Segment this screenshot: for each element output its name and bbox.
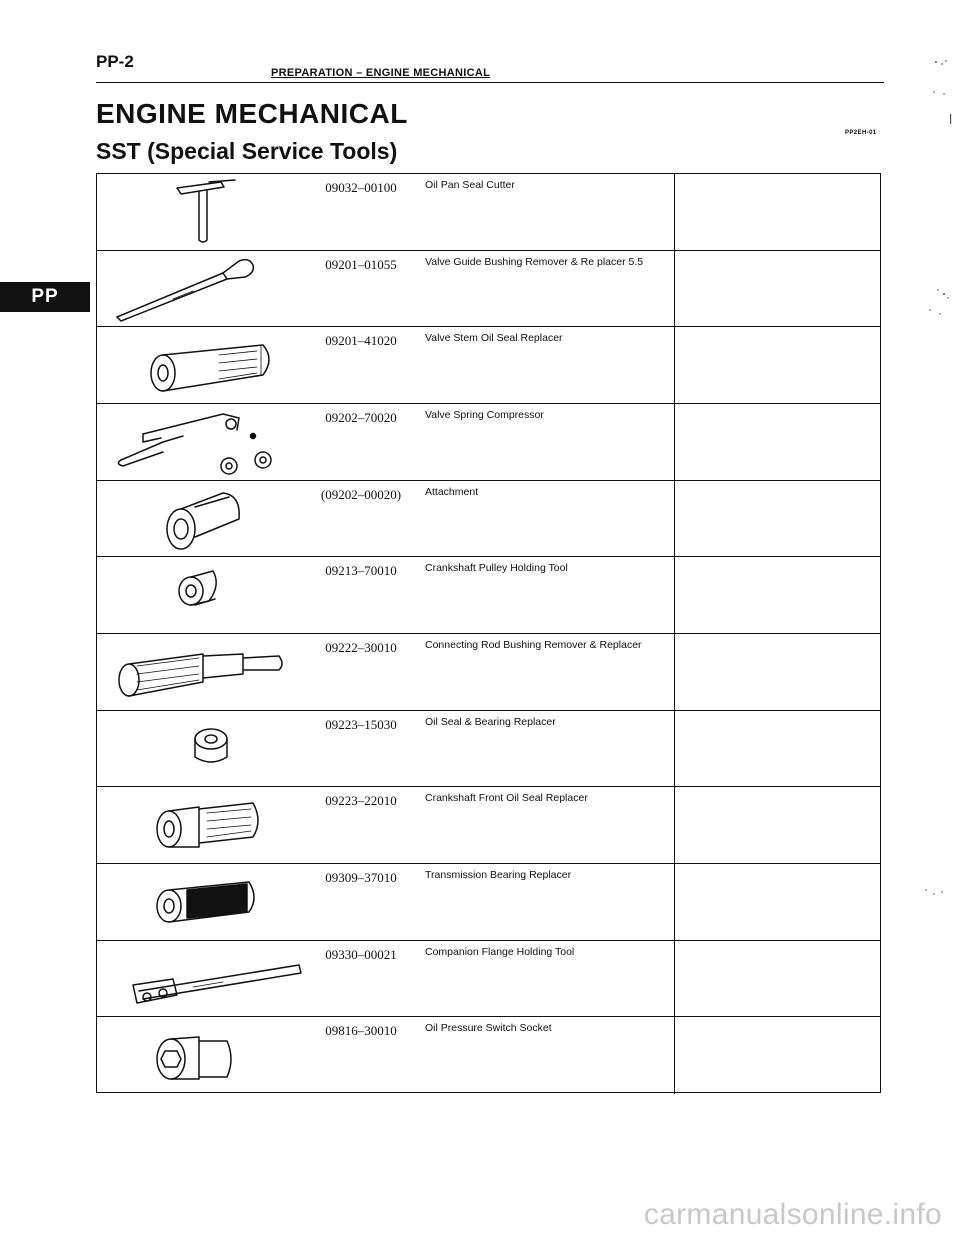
bearing-replacer-icon (103, 715, 303, 783)
figure-code: PP2EH-01 (845, 130, 877, 136)
tool-name: Connecting Rod Bushing Remover & Replacer (425, 638, 642, 651)
flange-holding-tool-icon (103, 945, 303, 1013)
column-divider (674, 787, 675, 863)
table-row (97, 557, 880, 634)
part-number: 09213–70010 (325, 563, 397, 579)
part-number: 09201–41020 (325, 333, 397, 349)
table-row (97, 941, 880, 1018)
table-row (97, 634, 880, 711)
tool-name: Oil Pan Seal Cutter (425, 179, 515, 191)
tool-name: Companion Flange Holding Tool (425, 945, 575, 958)
table-row (97, 174, 880, 251)
source-watermark: carmanualsonline.info (643, 1198, 942, 1231)
tool-name: Transmission Bearing Replacer (425, 868, 572, 881)
sst-table (96, 173, 881, 1093)
oil-pan-seal-cutter-icon (103, 178, 303, 246)
tool-name: Oil Pressure Switch Socket (425, 1022, 552, 1035)
column-divider (674, 404, 675, 480)
section-subtitle: SST (Special Service Tools) (96, 138, 398, 164)
column-divider (674, 557, 675, 633)
tool-name: Crankshaft Front Oil Seal Replacer (425, 792, 588, 805)
column-divider (674, 864, 675, 940)
running-header (96, 68, 884, 83)
transmission-bearing-replacer-icon (103, 868, 303, 936)
section-tab: PP (0, 282, 90, 312)
column-divider (674, 1017, 675, 1094)
seal-replacer-icon (103, 331, 303, 399)
table-row (97, 1017, 880, 1094)
column-divider (674, 251, 675, 327)
part-number: 09309–37010 (325, 869, 397, 885)
scan-specks (916, 58, 956, 958)
column-divider (674, 481, 675, 557)
column-divider (674, 634, 675, 710)
part-number: 09223–22010 (325, 793, 397, 809)
part-number: 09223–15030 (325, 716, 397, 732)
part-number: 09032–00100 (325, 180, 397, 195)
column-divider (674, 711, 675, 787)
part-number: 09330–00021 (325, 946, 397, 962)
column-divider (674, 327, 675, 403)
rod-bushing-tool-icon (103, 638, 303, 706)
part-number: 09222–30010 (325, 639, 397, 655)
table-row (97, 711, 880, 788)
part-number: (09202–00020) (320, 486, 402, 502)
socket-icon (103, 1021, 303, 1089)
pulley-holding-tool-icon (103, 561, 303, 629)
column-divider (674, 174, 675, 250)
table-row (97, 327, 880, 404)
page-code: PP-2 (96, 52, 134, 71)
tool-name: Crankshaft Pulley Holding Tool (425, 562, 568, 575)
front-seal-replacer-icon (103, 791, 303, 859)
section-title: ENGINE MECHANICAL (96, 98, 408, 129)
tool-name: Attachment (425, 485, 479, 498)
part-number: 09201–01055 (325, 256, 397, 272)
part-number: 09202–70020 (325, 409, 397, 425)
bushing-remover-icon (103, 255, 303, 323)
running-header-title: PREPARATION – ENGINE MECHANICAL (271, 67, 491, 79)
part-number: 09816–30010 (325, 1023, 397, 1039)
tool-name: Valve Stem Oil Seal Replacer (425, 332, 563, 345)
tool-name: Oil Seal & Bearing Replacer (425, 715, 556, 728)
table-row (97, 251, 880, 328)
table-row (97, 787, 880, 864)
table-row (97, 864, 880, 941)
table-row (97, 481, 880, 558)
spring-compressor-icon (103, 408, 303, 476)
column-divider (674, 941, 675, 1017)
attachment-icon (103, 485, 303, 553)
table-row (97, 404, 880, 481)
tool-name: Valve Spring Compressor (425, 408, 544, 421)
tool-name: Valve Guide Bushing Remover & Re placer 5.5 (425, 255, 644, 268)
